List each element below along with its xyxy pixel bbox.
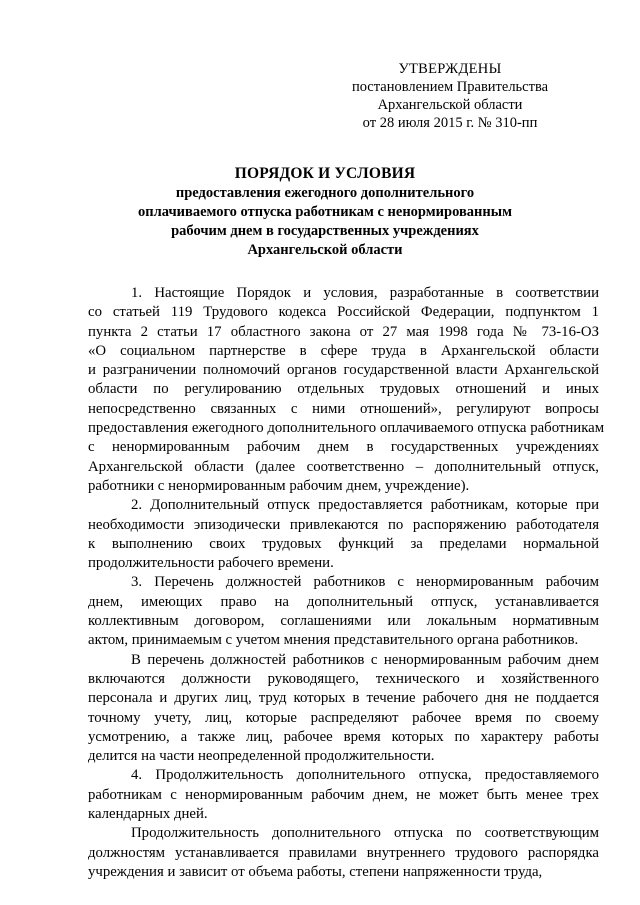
title-line: рабочим днем в государственных учреждениях bbox=[171, 223, 479, 239]
document-body bbox=[88, 284, 605, 882]
paragraph-line: В перечень должностей работников с ненормированным рабочим днем bbox=[131, 651, 599, 668]
paragraph bbox=[88, 573, 599, 650]
title-line: Архангельской области bbox=[247, 242, 403, 258]
paragraph-line: персонала и других лиц, труд которых в течение рабочего дня не поддается bbox=[88, 690, 599, 707]
paragraph-line: Продолжительность дополнительного отпуска по соответствующим bbox=[131, 825, 599, 842]
paragraph bbox=[88, 651, 599, 767]
paragraph-line: продолжительности рабочего времени. bbox=[88, 555, 334, 572]
paragraph-line: с ненормированным рабочим днем в государственных учреждениях bbox=[88, 439, 599, 456]
document-title bbox=[90, 164, 560, 260]
paragraph-line: «О социальном партнерстве в сфере труда в Архангельской области bbox=[88, 342, 599, 359]
title-main: ПОРЯДОК И УСЛОВИЯ bbox=[234, 165, 416, 182]
paragraph-line: 1. Настоящие Порядок и условия, разработанные в соответствии bbox=[131, 285, 599, 301]
approval-stamp bbox=[320, 60, 580, 132]
paragraph-line: со статьей 119 Трудового кодекса Российской Федерации, подпунктом 1 bbox=[88, 304, 599, 321]
title-line: предоставления ежегодного дополнительного bbox=[175, 185, 475, 201]
paragraph-line: днем, имеющих право на дополнительный отпуск, устанавливается bbox=[88, 593, 599, 610]
paragraph-line: работники с ненормированным рабочим днем, учреждение). bbox=[88, 477, 470, 494]
paragraph-line: коллективным договором, соглашениями или локальным нормативным bbox=[88, 613, 599, 630]
approval-heading: УТВЕРЖДЕНЫ bbox=[398, 61, 502, 77]
paragraph-line: календарных дней. bbox=[88, 806, 208, 823]
approval-line-2: Архангельской области bbox=[377, 97, 523, 113]
title-line: оплачиваемого отпуска работникам с ненормированным bbox=[138, 204, 512, 220]
paragraph-line: учреждения и зависит от объема работы, степени напряженности труда, bbox=[88, 863, 543, 880]
paragraph-line: к выполнению своих трудовых функций за пределами нормальной bbox=[88, 535, 599, 552]
paragraph-line: работникам с ненормированным рабочим днем, не может быть менее трех bbox=[88, 786, 599, 803]
paragraph-line: делится на части неопределенной продолжительности. bbox=[88, 748, 435, 765]
paragraph-line: 4. Продолжительность дополнительного отпуска, предоставляемого bbox=[131, 767, 599, 784]
paragraph-line: актом, принимаемым с учетом мнения представительного органа работников. bbox=[88, 632, 579, 649]
paragraph-line: усмотрению, а также лиц, рабочее время которых по характеру работы bbox=[88, 728, 599, 745]
paragraph-line: необходимости эпизодически привлекаются по распоряжению работодателя bbox=[88, 516, 599, 533]
paragraph bbox=[88, 766, 599, 824]
paragraph-line: пункта 2 статьи 17 областного закона от 27 мая 1998 года № 73-16-ОЗ bbox=[88, 323, 599, 340]
paragraph-line: области по регулированию отдельных трудовых отношений и иных bbox=[88, 381, 599, 398]
paragraph-line: 2. Дополнительный отпуск предоставляется работникам, которые при bbox=[131, 497, 599, 514]
paragraph-line: и разграничении полномочий органов государственной власти Архангельской bbox=[88, 362, 599, 379]
paragraph-line: включаются должности руководящего, технического и хозяйственного bbox=[88, 670, 599, 687]
paragraph-line: точному учету, лиц, которые распределяют рабочее время по своему bbox=[88, 709, 599, 726]
approval-line-1: постановлением Правительства bbox=[351, 79, 549, 95]
paragraph-line: должностям устанавливается правилами внутреннего трудового распорядка bbox=[88, 844, 599, 861]
paragraph-line: предоставления ежегодного дополнительного оплачиваемого отпуска работникам bbox=[88, 420, 605, 437]
paragraph bbox=[88, 824, 599, 882]
paragraph-line: 3. Перечень должностей работников с ненормированным рабочим bbox=[131, 574, 599, 591]
paragraph bbox=[88, 284, 605, 496]
paragraph-line: Архангельской области (далее соответственно – дополнительный отпуск, bbox=[88, 458, 599, 475]
paragraph bbox=[88, 496, 599, 573]
paragraph-line: непосредственно связанных с ними отношений», регулируют вопросы bbox=[88, 400, 599, 417]
approval-line-3: от 28 июля 2015 г. № 310-пп bbox=[362, 115, 538, 131]
